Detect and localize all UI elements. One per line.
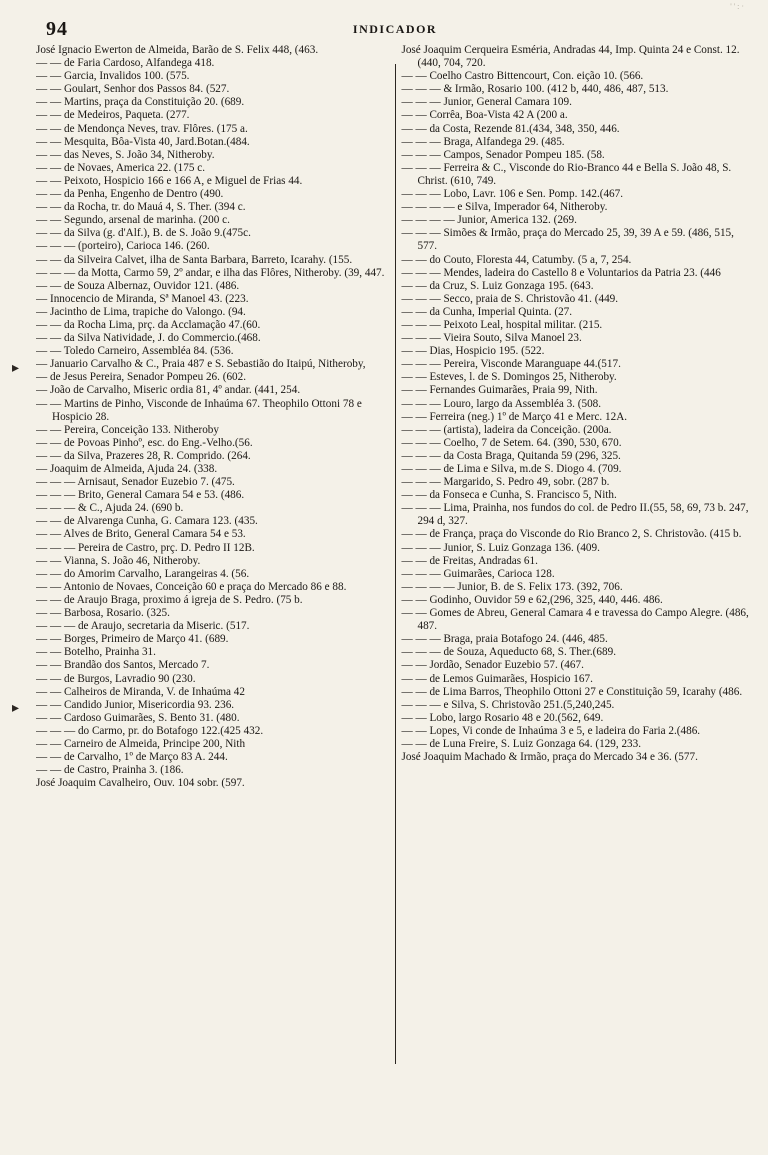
directory-entry: — — — — Junior, America 132. (269. — [401, 214, 577, 227]
directory-entry: — — — Pereira de Castro, prç. D. Pedro II 12B. — [36, 541, 255, 554]
directory-entry: — — de Lemos Guimarães, Hospicio 167. — [401, 672, 593, 685]
directory-entry: — — Fernandes Guimarães, Praia 99, Nith. — [401, 384, 598, 397]
left-column — [36, 44, 395, 1144]
directory-entry: — — — Lobo, Lavr. 106 e Sen. Pomp. 142.(467. — [401, 188, 624, 201]
directory-entry: — — — Arnisaut, Senador Euzebio 7. (475. — [36, 476, 235, 489]
directory-entry: — — — Campos, Senador Pompeu 185. (58. — [401, 148, 605, 161]
running-title: INDICADOR — [352, 22, 438, 36]
directory-entry: — — Vianna, S. João 46, Nitheroby. — [36, 554, 201, 567]
directory-entry: José Joaquim Machado & Irmão, praça do Mercado 34 e 36. (577. — [401, 751, 698, 764]
right-column — [395, 44, 754, 1144]
directory-entry: — — Lopes, Vi conde de Inhaúma 3 e 5, e ladeira do Faria 2.(486. — [401, 724, 701, 737]
directory-entry: — — — Brito, General Camara 54 e 53. (486. — [36, 489, 245, 502]
directory-entry: — — de Mendonça Neves, trav. Flôres. (175 a. — [36, 122, 248, 135]
directory-entry: — — Pereira, Conceição 133. Nitheroby — [36, 423, 219, 436]
directory-entry: — — Peixoto, Hospicio 166 e 166 A, e Miguel de Frias 44. — [36, 174, 303, 187]
directory-entry: — — Calheiros de Miranda, V. de Inhaúma 42 — [36, 685, 245, 698]
directory-entry: — — Corrêa, Boa-Vista 42 A (200 a. — [401, 109, 568, 122]
directory-entry: — — Candido Junior, Misericordia 93. 236. — [36, 698, 235, 711]
directory-entry: — — da Silva Natividade, J. do Commercio.(468. — [36, 332, 261, 345]
two-column-body — [36, 44, 754, 1144]
directory-entry: — — — de Souza, Aqueducto 68, S. Ther.(689. — [401, 646, 616, 659]
directory-entry: — — de Souza Albernaz, Ouvidor 121. (486. — [36, 279, 240, 292]
margin-mark: ▸ — [12, 361, 20, 376]
directory-entry: — — da Silveira Calvet, ilha de Santa Barbara, Barreto, Icarahy. (155. — [36, 253, 353, 266]
directory-entry: — — Ferreira (neg.) 1º de Março 41 e Merc. 12A. — [401, 410, 628, 423]
directory-entry: — — Alves de Brito, General Camara 54 e 53. — [36, 528, 246, 541]
directory-entry: — — de Carvalho, 1º de Março 83 A. 244. — [36, 751, 228, 764]
directory-entry: — — da Fonseca e Cunha, S. Francisco 5, Nith. — [401, 489, 617, 502]
directory-entry: — — de Povoas Pinhoº, esc. do Eng.-Velho.(56. — [36, 436, 253, 449]
directory-entry: — — — (artista), ladeira da Conceição. (200a. — [401, 423, 612, 436]
margin-mark: ▸ — [12, 701, 20, 716]
directory-entry: — — — Lima, Prainha, nos fundos do col. de Pedro II.(55, 58, 69, 73 b. 247, 294 d, 327. — [401, 502, 749, 528]
directory-entry: — — — Ferreira & C., Visconde do Rio-Branco 44 e Bella S. João 48, S. Christ. (610, 749. — [401, 161, 732, 187]
directory-entry: — Januario Carvalho & C., Praia 487 e S. Sebastião do Itaipú, Nitheroby, — [36, 358, 366, 371]
directory-entry: — — — da Costa Braga, Quitanda 59 (296, 325. — [401, 449, 621, 462]
directory-entry: — João de Carvalho, Miseric ordia 81, 4º andar. (441, 254. — [36, 384, 301, 397]
directory-entry: — — — de Lima e Silva, m.de S. Diogo 4. (709. — [401, 463, 622, 475]
directory-entry: — — da Penha, Engenho de Dentro (490. — [36, 188, 224, 201]
directory-entry: José Joaquim Cavalheiro, Ouv. 104 sobr. (597. — [36, 777, 245, 790]
directory-entry: José Ignacio Ewerton de Almeida, Barão de S. Felix 448, (463. — [36, 44, 319, 56]
directory-entry: — — de Burgos, Lavradio 90 (230. — [36, 672, 196, 685]
directory-entry: — — — Guimarães, Carioca 128. — [401, 567, 555, 580]
scan-marks: ' ' : · — [730, 2, 744, 11]
directory-entry: — — Botelho, Prainha 31. — [36, 646, 156, 659]
directory-entry: — — Dias, Hospicio 195. (522. — [401, 345, 545, 358]
directory-entry: — — Gomes de Abreu, General Camara 4 e travessa do Campo Alegre. (486, 487. — [401, 607, 749, 633]
directory-entry: — — de Alvarenga Cunha, G. Camara 123. (435. — [36, 515, 258, 528]
directory-entry: — — Borges, Primeiro de Março 41. (689. — [36, 633, 229, 646]
directory-entry: — — — e Silva, S. Christovão 251.(5,240,245. — [401, 698, 615, 711]
directory-entry: — — Antonio de Novaes, Conceição 60 e praça do Mercado 86 e 88. — [36, 580, 347, 593]
directory-entry: — — Lobo, largo Rosario 48 e 20.(562, 649. — [401, 711, 604, 724]
directory-entry: — — Carneiro de Almeida, Principe 200, Nith — [36, 737, 246, 750]
directory-entry: — — — & Irmão, Rosario 100. (412 b, 440, 486, 487, 513. — [401, 83, 669, 96]
directory-entry: — — Barbosa, Rosario. (325. — [36, 607, 170, 620]
directory-entry: — — da Cunha, Imperial Quinta. (27. — [401, 305, 573, 318]
directory-entry: — — — Junior, General Camara 109. — [401, 96, 572, 109]
directory-entry: — — — — e Silva, Imperador 64, Nitheroby. — [401, 201, 608, 214]
directory-entry: — — Garcia, Invalidos 100. (575. — [36, 70, 190, 83]
directory-entry: — — — Margarido, S. Pedro 49, sobr. (287 b. — [401, 476, 610, 489]
directory-entry: José Joaquim Cerqueira Esméria, Andradas 44, Imp. Quinta 24 e Const. 12. (440, 704, 720. — [401, 44, 740, 70]
directory-entry: — Joaquim de Almeida, Ajuda 24. (338. — [36, 463, 218, 475]
directory-entry: — — — Pereira, Visconde Maranguape 44.(517. — [401, 358, 621, 371]
directory-entry: — — — & C., Ajuda 24. (690 b. — [36, 502, 184, 515]
directory-entry: — — da Cruz, S. Luiz Gonzaga 195. (643. — [401, 279, 594, 292]
directory-entry: — — — Louro, largo da Assembléa 3. (508. — [401, 397, 602, 410]
directory-entry: — — Martins, praça da Constituição 20. (689. — [36, 96, 245, 109]
directory-entry: — Innocencio de Miranda, Sª Manoel 43. (223. — [36, 292, 249, 305]
directory-entry: — — das Neves, S. João 34, Nitheroby. — [36, 148, 215, 161]
directory-entry: — — do Amorim Carvalho, Larangeiras 4. (56. — [36, 567, 250, 580]
directory-entry: — — de Luna Freire, S. Luiz Gonzaga 64. (129, 233. — [401, 737, 642, 750]
directory-entry: — — Brandão dos Santos, Mercado 7. — [36, 659, 210, 672]
directory-entry: — — — Peixoto Leal, hospital militar. (215. — [401, 318, 603, 331]
directory-entry: — — Segundo, arsenal de marinha. (200 c. — [36, 214, 230, 227]
directory-entry: — — de Lima Barros, Theophilo Ottoni 27 e Constituição 59, Icarahy (486. — [401, 685, 743, 698]
directory-entry: — — — da Motta, Carmo 59, 2º andar, e ilha das Flôres, Nitheroby. (39, 447. — [36, 266, 385, 279]
directory-entry: — — de Freitas, Andradas 61. — [401, 554, 538, 567]
directory-entry: — — Coelho Castro Bittencourt, Con. eição 10. (566. — [401, 70, 644, 83]
directory-entry: — — Godinho, Ouvidor 59 e 62,(296, 325, 440, 446. 486. — [401, 593, 663, 606]
directory-entry: — — — do Carmo, pr. do Botafogo 122.(425 432. — [36, 724, 264, 737]
directory-entry: — — de Faria Cardoso, Alfandega 418. — [36, 57, 215, 70]
directory-entry: — — — Coelho, 7 de Setem. 64. (390, 530, 670. — [401, 436, 622, 449]
directory-entry: — — de Castro, Prainha 3. (186. — [36, 764, 184, 777]
directory-entry: — — Esteves, l. de S. Domingos 25, Nitheroby. — [401, 371, 617, 384]
directory-entry: — — — — Junior, B. de S. Felix 173. (392, 706. — [401, 580, 623, 593]
directory-entry: — — Toledo Carneiro, Assembléa 84. (536. — [36, 345, 234, 358]
directory-entry: — de Jesus Pereira, Senador Pompeu 26. (602. — [36, 371, 247, 384]
page-header — [36, 0, 754, 44]
directory-entry: — — Cardoso Guimarães, S. Bento 31. (480. — [36, 711, 240, 724]
directory-entry: — — do Couto, Floresta 44, Catumby. (5 a, 7, 254. — [401, 253, 632, 266]
directory-entry: — — Goulart, Senhor dos Passos 84. (527. — [36, 83, 230, 96]
directory-entry: — Jacintho de Lima, trapiche do Valongo. (94. — [36, 305, 246, 318]
directory-entry: — — Jordão, Senador Euzebio 57. (467. — [401, 659, 584, 672]
directory-entry: — — da Silva (g. d'Alf.), B. de S. João 9.(475c. — [36, 227, 251, 240]
directory-entry: — — da Silva, Prazeres 28, R. Comprido. (264. — [36, 449, 251, 462]
directory-entry: — — Mesquita, Bôa-Vista 40, Jard.Botan.(484. — [36, 135, 250, 148]
directory-entry: — — da Rocha Lima, prç. da Acclamação 47.(60. — [36, 318, 261, 331]
directory-entry: — — de França, praça do Visconde do Rio Branco 2, S. Christovão. (415 b. — [401, 528, 742, 541]
directory-entry: — — — Braga, Alfandega 29. (485. — [401, 135, 565, 148]
directory-entry: — — — Mendes, ladeira do Castello 8 e Voluntarios da Patria 23. (446 — [401, 266, 721, 279]
directory-entry: — — — Secco, praia de S. Christovão 41. (449. — [401, 292, 619, 305]
directory-entry: — — — Vieira Souto, Silva Manoel 23. — [401, 332, 582, 345]
directory-entry: — — — Junior, S. Luiz Gonzaga 136. (409. — [401, 541, 600, 554]
directory-entry: — — de Araujo Braga, proximo á igreja de S. Pedro. (75 b. — [36, 593, 303, 606]
directory-entry: — — — (porteiro), Carioca 146. (260. — [36, 240, 210, 253]
directory-entry: — — — Simões & Irmão, praça do Mercado 25, 39, 39 A e 59. (486, 515, 577. — [401, 227, 734, 253]
directory-entry: — — — de Araujo, secretaria da Miseric. (517. — [36, 620, 250, 633]
directory-entry: — — de Novaes, America 22. (175 c. — [36, 161, 206, 174]
directory-entry: — — da Rocha, tr. do Mauá 4, S. Ther. (394 c. — [36, 201, 246, 214]
page-number: 94 — [46, 18, 68, 40]
directory-entry: — — Martins de Pinho, Visconde de Inhaúma 67. Theophilo Ottoni 78 e Hospicio 28. — [36, 397, 362, 423]
directory-entry: — — de Medeiros, Paqueta. (277. — [36, 109, 190, 122]
directory-entry: — — — Braga, praia Botafogo 24. (446, 485. — [401, 633, 608, 646]
directory-entry: — — da Costa, Rezende 81.(434, 348, 350, 446. — [401, 122, 620, 135]
